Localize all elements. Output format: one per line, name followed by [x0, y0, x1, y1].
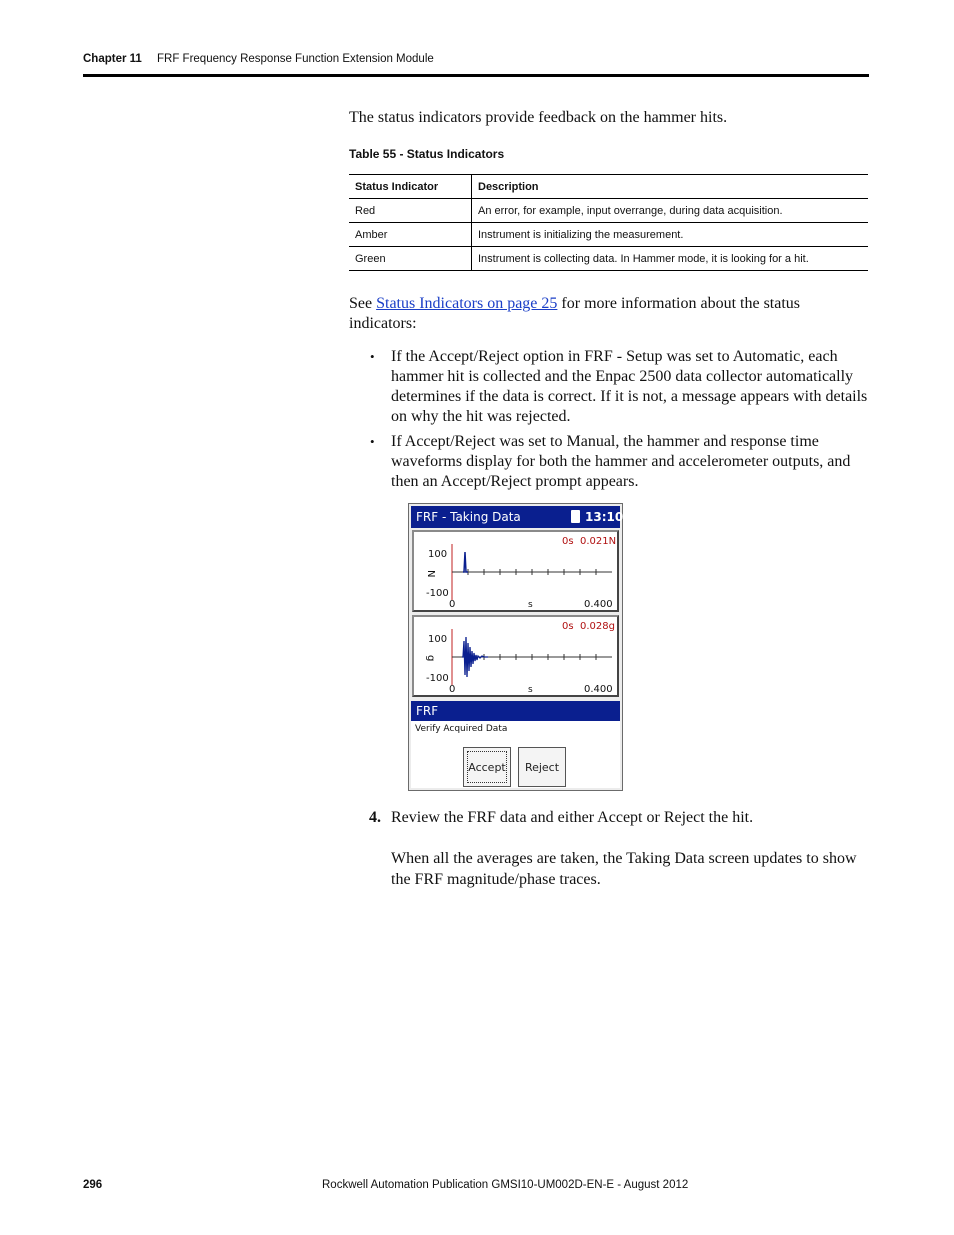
- plot1-y-min: -100: [426, 588, 449, 599]
- table-cell: Amber: [349, 223, 472, 247]
- table-cell: Green: [349, 247, 472, 271]
- accelerometer-waveform-chart: [414, 617, 617, 695]
- accelerometer-waveform-plot: [412, 615, 619, 697]
- device-title: FRF - Taking Data: [416, 510, 521, 524]
- plot1-readout-time: 0s: [562, 536, 574, 547]
- plot1-x-min: 0: [449, 599, 456, 610]
- plot1-y-unit: N: [425, 570, 436, 578]
- column-header-description: Description: [472, 175, 869, 199]
- plot2-y-min: -100: [426, 673, 449, 684]
- dialog-title-bar: [411, 701, 620, 721]
- battery-icon: [571, 510, 580, 523]
- step-text: Review the FRF data and either Accept or Reject the hit.: [391, 809, 754, 826]
- intro-paragraph: The status indicators provide feedback on the hammer hits.: [349, 109, 728, 126]
- see-prefix: See: [349, 295, 377, 312]
- status-indicators-link[interactable]: Status Indicators on page 25: [376, 295, 558, 312]
- reject-button[interactable]: Reject: [518, 747, 566, 787]
- plot2-x-min: 0: [449, 684, 456, 695]
- column-header-status: Status Indicator: [349, 175, 472, 199]
- hammer-waveform-chart: [414, 532, 617, 610]
- plot2-x-unit: s: [528, 685, 533, 695]
- step-note: When all the averages are taken, the Taking Data screen updates to show the FRF magnitude/phase traces.: [391, 850, 857, 888]
- status-indicators-table: [349, 174, 868, 271]
- plot2-y-max: 100: [428, 634, 448, 645]
- page-header: [83, 53, 434, 65]
- table-cell: An error, for example, input overrange, during data acquisition.: [472, 199, 869, 223]
- page-number: 296: [83, 1179, 103, 1191]
- plot2-readout-value: 0.028g: [580, 621, 615, 632]
- list-item: • If the Accept/Reject option in FRF - Setup was set to Automatic, each hammer hit is collected and the Enpac 2500 data collector automatically determines if the data is correct. If it is not, a message appears with details on why the hit was rejected.: [370, 347, 870, 427]
- device-screenshot: [408, 503, 623, 791]
- table-row: [349, 199, 868, 223]
- plot2-trace: [462, 637, 488, 677]
- hammer-waveform-plot: [412, 530, 619, 612]
- plot2-y-unit: g: [425, 655, 436, 662]
- header-rule: [83, 74, 869, 77]
- plot1-y-max: 100: [428, 549, 448, 560]
- chapter-title: FRF Frequency Response Function Extension Module: [157, 53, 434, 65]
- table-header-row: [349, 175, 868, 199]
- step-number: 4.: [369, 809, 381, 826]
- table-row: [349, 247, 868, 271]
- dialog-message: Verify Acquired Data: [415, 724, 508, 734]
- plot1-x-max: 0.400: [584, 599, 613, 610]
- see-suffix: for more information about the status indicators:: [349, 295, 801, 332]
- device-title-bar: [411, 506, 624, 528]
- see-paragraph: [349, 294, 869, 334]
- bullet-list: [370, 347, 870, 497]
- accept-button[interactable]: Accept: [463, 747, 511, 787]
- table-cell: Instrument is collecting data. In Hammer mode, it is looking for a hit.: [472, 247, 869, 271]
- table-row: [349, 223, 868, 247]
- table-cell: Instrument is initializing the measurement.: [472, 223, 869, 247]
- publication-info: Rockwell Automation Publication GMSI10-UM002D-EN-E - August 2012: [322, 1179, 689, 1191]
- table-cell: Red: [349, 199, 472, 223]
- device-clock: 13:10: [585, 510, 624, 524]
- plot2-readout-time: 0s: [562, 621, 574, 632]
- verify-dialog: [411, 721, 620, 788]
- plot1-x-unit: s: [528, 600, 533, 610]
- plot1-readout-value: 0.021N: [580, 536, 617, 547]
- table-caption: Table 55 - Status Indicators: [349, 147, 505, 161]
- dialog-title: FRF: [416, 704, 439, 718]
- plot2-x-max: 0.400: [584, 684, 613, 695]
- list-item: • If Accept/Reject was set to Manual, the hammer and response time waveforms display for both the hammer and accelerometer outputs, and then an Accept/Reject prompt appears.: [370, 432, 870, 492]
- chapter-label: Chapter 11: [83, 53, 142, 65]
- plot1-trace: [463, 552, 468, 572]
